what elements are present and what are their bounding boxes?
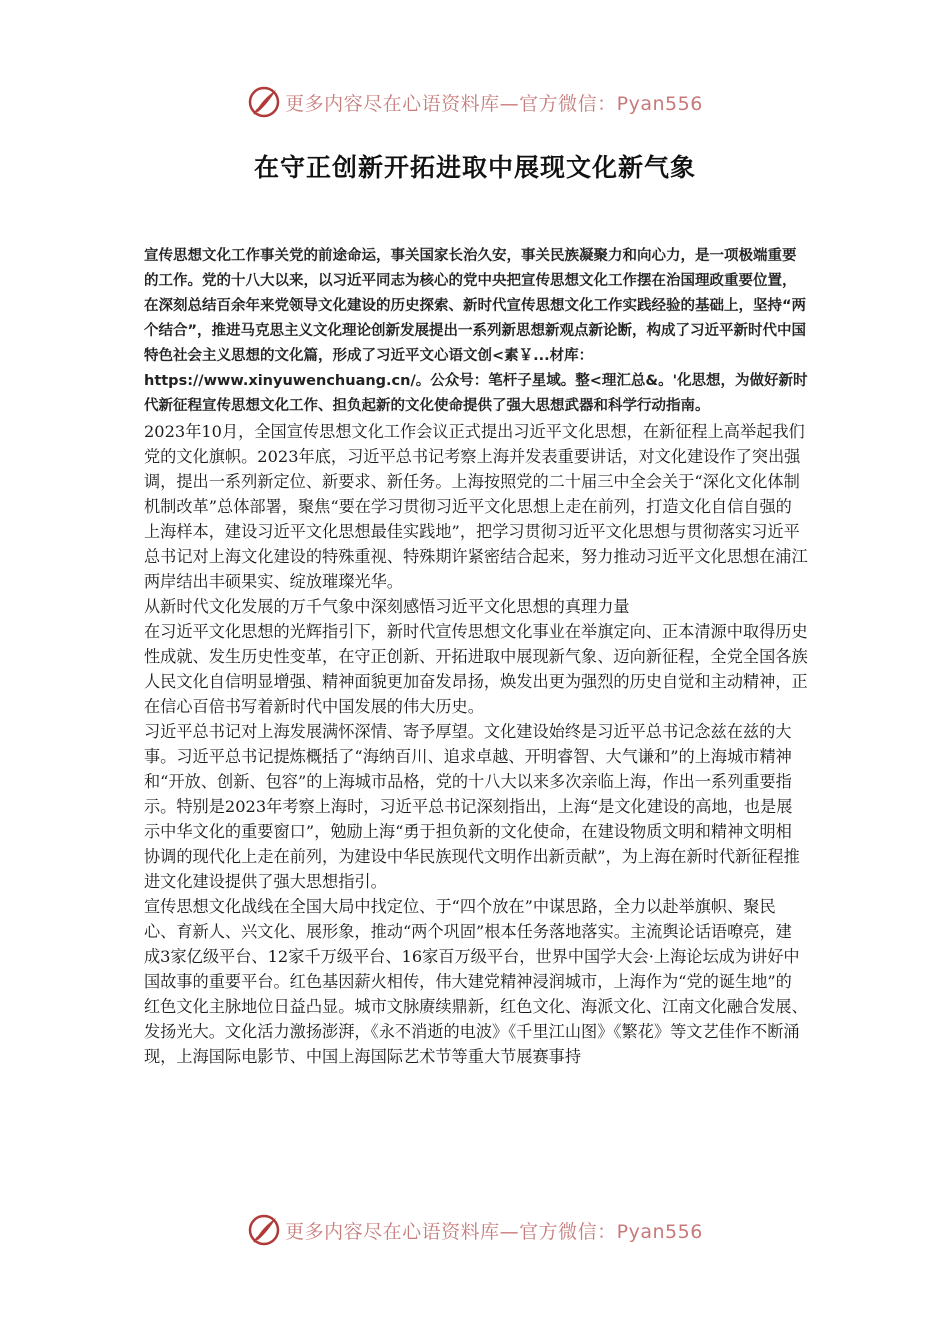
body-paragraph: 2023年10月，全国宣传思想文化工作会议正式提出习近平文化思想，在新征程上高举起我们党的文化旗帜。2023年底，习近平总书记考察上海并发表重要讲话，对文化建设作了突出强调，提出一系列新定位、新要求、新任务。上海按照党的二十届三中全会关于“深化文化体制机制改革”总体部署，聚焦“要在学习贯彻习近平文化思想上走在前列，打造文化自信自强的上海样本，建设习近平文化思想最佳实践地”，把学习贯彻习近平文化思想与贯彻落实习近平总书记对上海文化建设的特殊重视、特殊期许紧密结合起来，努力推动习近平文化思想在浦江两岸结出丰硕果实、绽放璀璨光华。	[144, 422, 808, 591]
header-banner-text: 更多内容尽在心语资料库—官方微信：Pyan556	[285, 92, 703, 115]
footer-banner-text: 更多内容尽在心语资料库—官方微信：Pyan556	[285, 1220, 703, 1243]
document-body	[144, 244, 808, 1069]
body-paragraph: 宣传思想文化战线在全国大局中找定位、于“四个放在”中谋思路，全力以赴举旗帜、聚民心、育新人、兴文化、展形象，推动“两个巩固”根本任务落地落实。主流舆论话语嘹亮，建成3家亿级平台、12家千万级平台、16家百万级平台，世界中国学大会·上海论坛成为讲好中国故事的重要平台。红色基因薪火相传，伟大建党精神浸润城市，上海作为“党的诞生地”的红色文化主脉地位日益凸显。城市文脉赓续鼎新，红色文化、海派文化、江南文化融合发展、发扬光大。文化活力激扬澎湃，《永不消逝的电波》《千里江山图》《繁花》等文艺佳作不断涌现，上海国际电影节、中国上海国际艺术节等重大节展赛事持	[144, 897, 808, 1066]
body-paragraph: 在习近平文化思想的光辉指引下，新时代宣传思想文化事业在举旗定向、正本清源中取得历史性成就、发生历史性变革，在守正创新、开拓进取中展现新气象、迈向新征程，全党全国各族人民文化自信明显增强、精神面貌更加奋发昂扬，焕发出更为强烈的历史自觉和主动精神，正在信心百倍书写着新时代中国发展的伟大历史。	[144, 622, 808, 716]
quill-pen-icon	[247, 1213, 281, 1247]
footer-banner	[0, 1208, 950, 1252]
document-title: 在守正创新开拓进取中展现文化新气象	[253, 153, 696, 182]
lead-paragraph: 宣传思想文化工作事关党的前途命运，事关国家长治久安，事关民族凝聚力和向心力，是一项极端重要的工作。党的十八大以来，以习近平同志为核心的党中央把宣传思想文化工作摆在治国理政重要位置，在深刻总结百余年来党领导文化建设的历史探索、新时代宣传思想文化工作实践经验的基础上，坚持“两个结合”，推进马克思主义文化理论创新发展提出一系列新思想新观点新论断，构成了习近平新时代中国特色社会主义思想的文化篇，形成了习近平文心语文创<素￥...材库：https://www.xinyuwenchuang.cn/。公众号：笔杆子星域。整<理汇总&。'化思想，为做好新时代新征程宣传思想文化工作、担负起新的文化使命提供了强大思想武器和科学行动指南。	[144, 248, 808, 414]
section-heading: 从新时代文化发展的万千气象中深刻感悟习近平文化思想的真理力量	[144, 597, 630, 616]
quill-pen-icon	[247, 85, 281, 119]
body-paragraph: 习近平总书记对上海发展满怀深情、寄予厚望。文化建设始终是习近平总书记念兹在兹的大事。习近平总书记提炼概括了“海纳百川、追求卓越、开明睿智、大气谦和”的上海城市精神和“开放、创新、包容”的上海城市品格，党的十八大以来多次亲临上海，作出一系列重要指示。特别是2023年考察上海时，习近平总书记深刻指出，上海“是文化建设的高地，也是展示中华文化的重要窗口”，勉励上海“勇于担负新的文化使命，在建设物质文明和精神文明相协调的现代化上走在前列，为建设中华民族现代文明作出新贡献”，为上海在新时代新征程推进文化建设提供了强大思想指引。	[144, 722, 800, 891]
header-banner	[0, 80, 950, 124]
